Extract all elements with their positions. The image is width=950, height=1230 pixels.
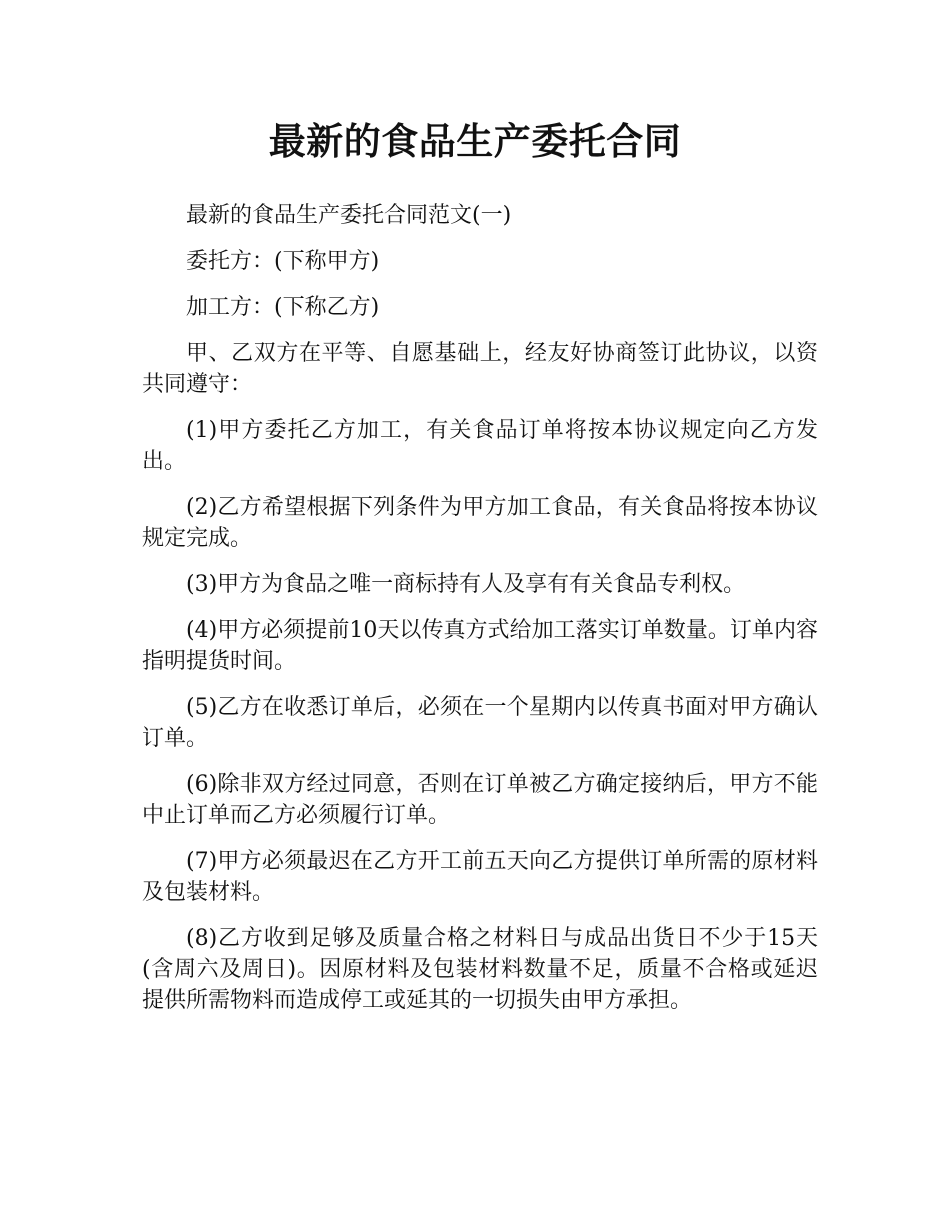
paragraph-clause-1: (1)甲方委托乙方加工，有关食品订单将按本协议规定向乙方发出。 xyxy=(142,418,818,474)
paragraph-clause-2: (2)乙方希望根据下列条件为甲方加工食品，有关食品将按本协议规定完成。 xyxy=(142,495,818,551)
paragraph-client: 委托方：(下称甲方) xyxy=(186,249,380,274)
paragraph-clause-5: (5)乙方在收悉订单后，必须在一个星期内以传真书面对甲方确认订单。 xyxy=(142,695,818,751)
paragraph-clause-8: (8)乙方收到足够及质量合格之材料日与成品出货日不少于15天(含周六及周日)。因原材料及包装材料数量不足，质量不合格或延迟提供所需物料而造成停工或延其的一切损失由甲方承担。 xyxy=(142,926,818,1013)
paragraph-preamble: 甲、乙双方在平等、自愿基础上，经友好协商签订此协议，以资共同遵守： xyxy=(142,341,818,397)
paragraph-processor: 加工方：(下称乙方) xyxy=(186,295,380,320)
document-body xyxy=(142,200,818,1031)
paragraph-clause-7: (7)甲方必须最迟在乙方开工前五天向乙方提供订单所需的原材料及包装材料。 xyxy=(142,849,818,905)
paragraph-clause-3: (3)甲方为食品之唯一商标持有人及享有有关食品专利权。 xyxy=(186,572,746,597)
document-title: 最新的食品生产委托合同 xyxy=(268,120,682,163)
paragraph-clause-6: (6)除非双方经过同意，否则在订单被乙方确定接纳后，甲方不能中止订单而乙方必须履行订单。 xyxy=(142,772,818,828)
paragraph-subtitle: 最新的食品生产委托合同范文(一) xyxy=(186,203,512,228)
paragraph-clause-4: (4)甲方必须提前10天以传真方式给加工落实订单数量。订单内容指明提货时间。 xyxy=(142,618,818,674)
